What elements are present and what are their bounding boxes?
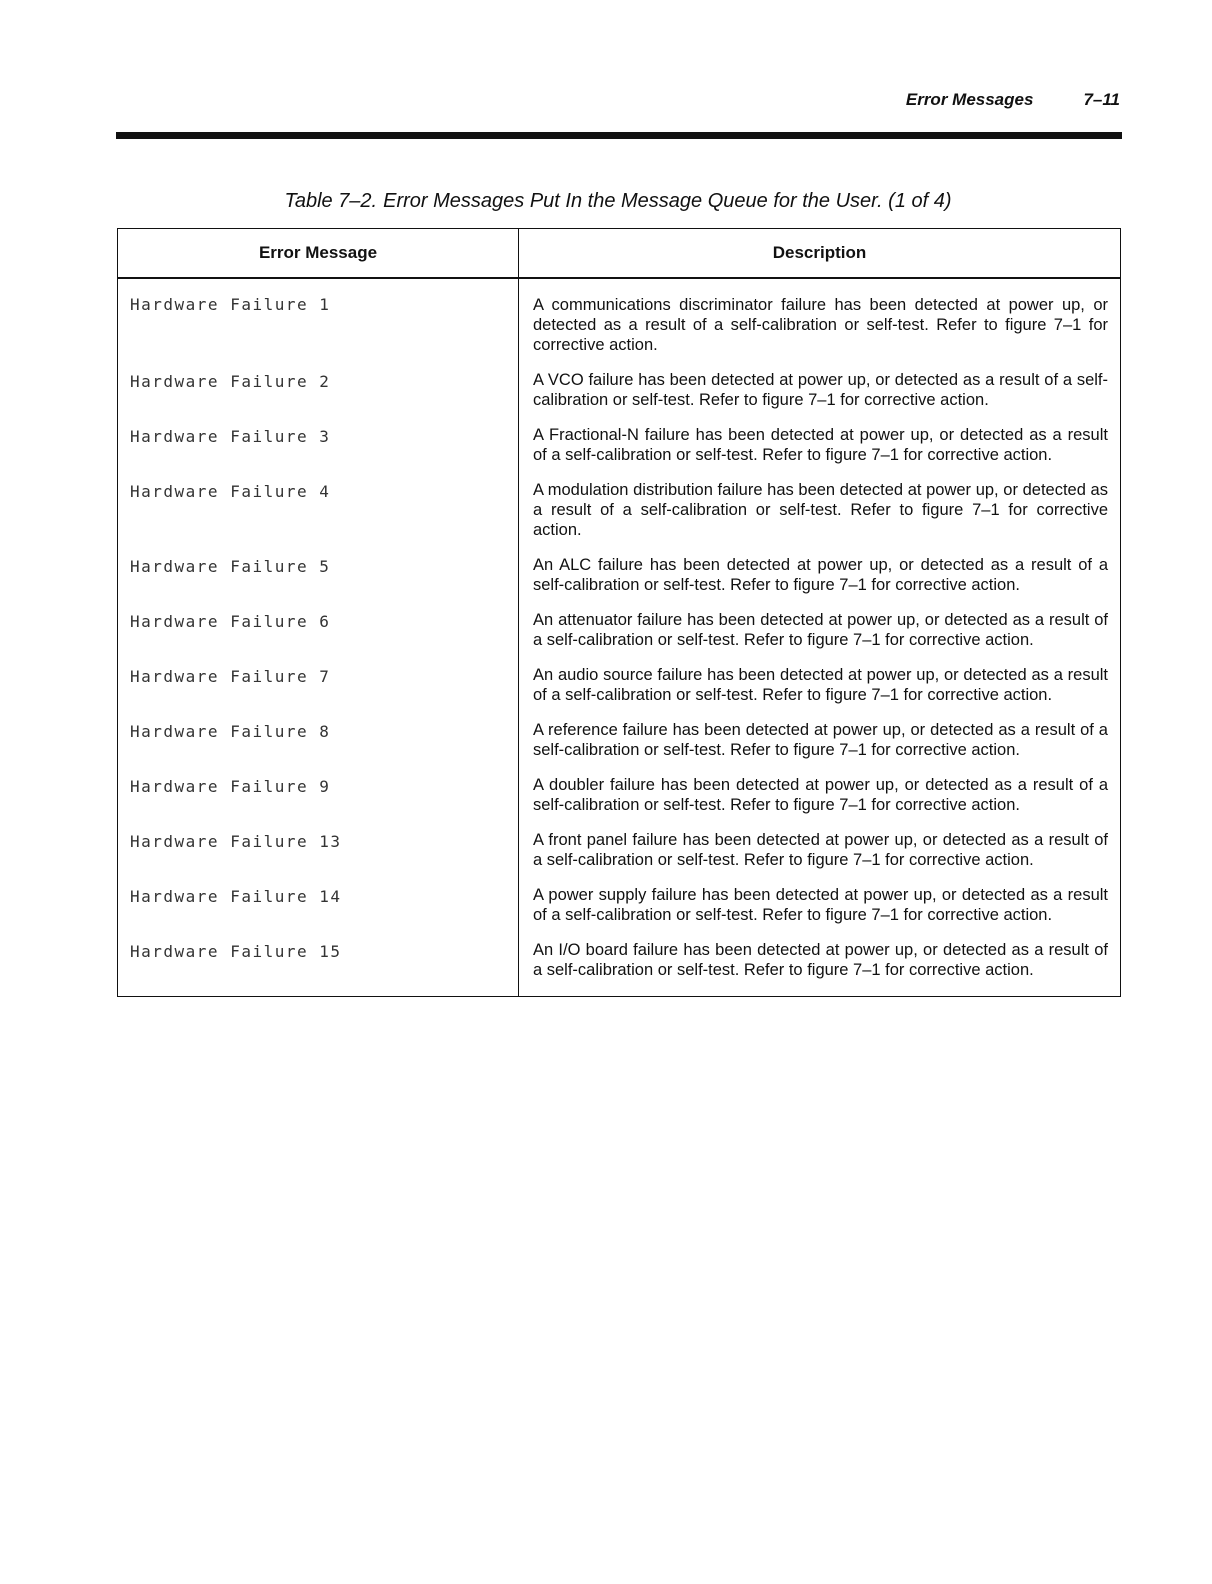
description-cell: A reference failure has been detected at power up, or detected as a result of a self-calibration or self-test. Refer to figure 7–1 for corrective action.: [533, 721, 1108, 759]
error-message-cell: Hardware Failure 3: [118, 425, 519, 480]
section-title: Error Messages: [905, 90, 1034, 109]
error-message-cell: Hardware Failure 5: [118, 555, 519, 610]
error-messages-table: [117, 228, 1121, 997]
table-row: [118, 555, 1121, 610]
description-cell: An ALC failure has been detected at power up, or detected as a result of a self-calibration or self-test. Refer to figure 7–1 for corrective action.: [533, 556, 1108, 594]
running-header: [906, 90, 1120, 110]
table-row: [118, 278, 1121, 370]
column-header-error-message: Error Message: [118, 229, 519, 279]
description-cell: An audio source failure has been detected at power up, or detected as a result of a self-calibration or self-test. Refer to figure 7–1 for corrective action.: [533, 666, 1108, 704]
description-cell: A front panel failure has been detected at power up, or detected as a result of a self-calibration or self-test. Refer to figure 7–1 for corrective action.: [533, 831, 1108, 869]
table-caption-text: Error Messages Put In the Message Queue for the User. (1 of 4): [383, 190, 952, 212]
error-message-cell: Hardware Failure 2: [118, 370, 519, 425]
description-cell: A modulation distribution failure has been detected at power up, or detected as a result of a self-calibration or self-test. Refer to figure 7–1 for corrective action.: [533, 481, 1108, 539]
error-message-cell: Hardware Failure 4: [118, 480, 519, 555]
table-row: [118, 370, 1121, 425]
page-number: 7–11: [1083, 90, 1120, 109]
table-caption-number: Table 7–2.: [284, 190, 378, 212]
table-row: [118, 720, 1121, 775]
table-row: [118, 425, 1121, 480]
error-message-cell: Hardware Failure 15: [118, 940, 519, 997]
description-cell: An attenuator failure has been detected at power up, or detected as a result of a self-calibration or self-test. Refer to figure 7–1 for corrective action.: [533, 611, 1108, 649]
error-message-cell: Hardware Failure 6: [118, 610, 519, 665]
error-message-cell: Hardware Failure 8: [118, 720, 519, 775]
table-row: [118, 885, 1121, 940]
table-row: [118, 940, 1121, 997]
table-row: [118, 480, 1121, 555]
table-body: [118, 278, 1121, 997]
error-message-cell: Hardware Failure 1: [118, 278, 519, 370]
description-cell: An I/O board failure has been detected at power up, or detected as a result of a self-calibration or self-test. Refer to figure 7–1 for corrective action.: [533, 941, 1108, 979]
table-header-row: [118, 229, 1121, 279]
error-message-cell: Hardware Failure 7: [118, 665, 519, 720]
description-cell: A VCO failure has been detected at power up, or detected as a result of a self-calibration or self-test. Refer to figure 7–1 for corrective action.: [533, 371, 1108, 409]
table-row: [118, 610, 1121, 665]
description-cell: A communications discriminator failure has been detected at power up, or detected as a result of a self-calibration or self-test. Refer to figure 7–1 for corrective action.: [533, 296, 1108, 354]
description-cell: A Fractional-N failure has been detected at power up, or detected as a result of a self-calibration or self-test. Refer to figure 7–1 for corrective action.: [533, 426, 1108, 464]
table-caption: [116, 190, 1120, 213]
table-row: [118, 830, 1121, 885]
description-cell: A doubler failure has been detected at power up, or detected as a result of a self-calibration or self-test. Refer to figure 7–1 for corrective action.: [533, 776, 1108, 814]
error-message-cell: Hardware Failure 14: [118, 885, 519, 940]
error-message-cell: Hardware Failure 9: [118, 775, 519, 830]
column-header-description: Description: [519, 229, 1121, 279]
header-rule: [116, 132, 1122, 139]
table-row: [118, 775, 1121, 830]
description-cell: A power supply failure has been detected at power up, or detected as a result of a self-calibration or self-test. Refer to figure 7–1 for corrective action.: [533, 886, 1108, 924]
table-row: [118, 665, 1121, 720]
error-message-cell: Hardware Failure 13: [118, 830, 519, 885]
